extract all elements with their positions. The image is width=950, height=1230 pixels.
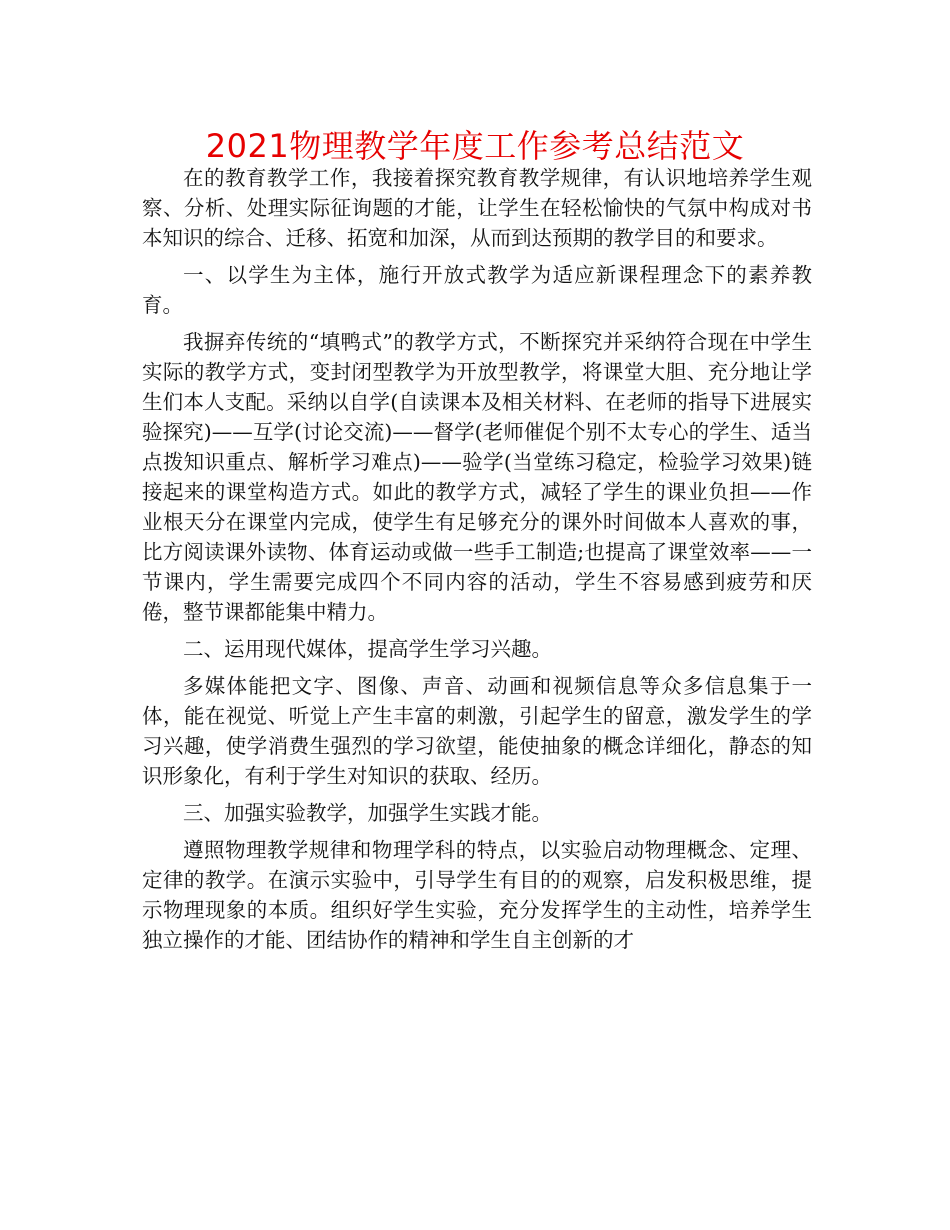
paragraph-section-1: 我摒弃传统的“填鸭式”的教学方式，不断探究并采纳符合现在中学生实际的教学方式，变封闭型教学为开放型教学，将课堂大胆、充分地让学生们本人支配。采纳以自学(自读课本及相关材料、在老师的指导下进展实验探究)——互学(讨论交流)——督学(老师催促个别不太专心的学生、适当点拨知识重点、解析学习难点)——验学(当堂练习稳定，检验学习效果)链接起来的课堂构造方式。如此的教学方式，减轻了学生的课业负担——作业根天分在课堂内完成，使学生有足够充分的课外时间做本人喜欢的事，比方阅读课外读物、体育运动或做一些手工制造;也提高了课堂效率——一节课内，学生需要完成四个不同内容的活动，学生不容易感到疲劳和厌倦，整节课都能集中精力。 <box>142 330 812 624</box>
section-heading-1: 一、以学生为主体，施行开放式教学为适应新课程理念下的素养教育。 <box>142 263 812 317</box>
paragraph-intro: 在的教育教学工作，我接着探究教育教学规律，有认识地培养学生观察、分析、处理实际征询题的才能，让学生在轻松愉快的气氛中构成对书本知识的综合、迁移、拓宽和加深，从而到达预期的教学目的和要求。 <box>142 166 812 250</box>
section-heading-2: 二、运用现代媒体，提高学生学习兴趣。 <box>183 637 552 661</box>
section-heading-3: 三、加强实验教学，加强学生实践才能。 <box>183 801 552 825</box>
document-body <box>142 163 812 955</box>
document-title: 2021物理教学年度工作参考总结范文 <box>205 127 745 165</box>
paragraph-section-2: 多媒体能把文字、图像、声音、动画和视频信息等众多信息集于一体，能在视觉、听觉上产生丰富的刺激，引起学生的留意，激发学生的学习兴趣，使学消费生强烈的学习欲望，能使抽象的概念详细化，静态的知识形象化，有利于学生对知识的获取、经历。 <box>142 674 812 788</box>
paragraph-section-3: 遵照物理教学规律和物理学科的特点，以实验启动物理概念、定理、定律的教学。在演示实验中，引导学生有目的的观察，启发积极思维，提示物理现象的本质。组织好学生实验，充分发挥学生的主动性，培养学生独立操作的才能、团结协作的精神和学生自主创新的才 <box>142 838 812 952</box>
